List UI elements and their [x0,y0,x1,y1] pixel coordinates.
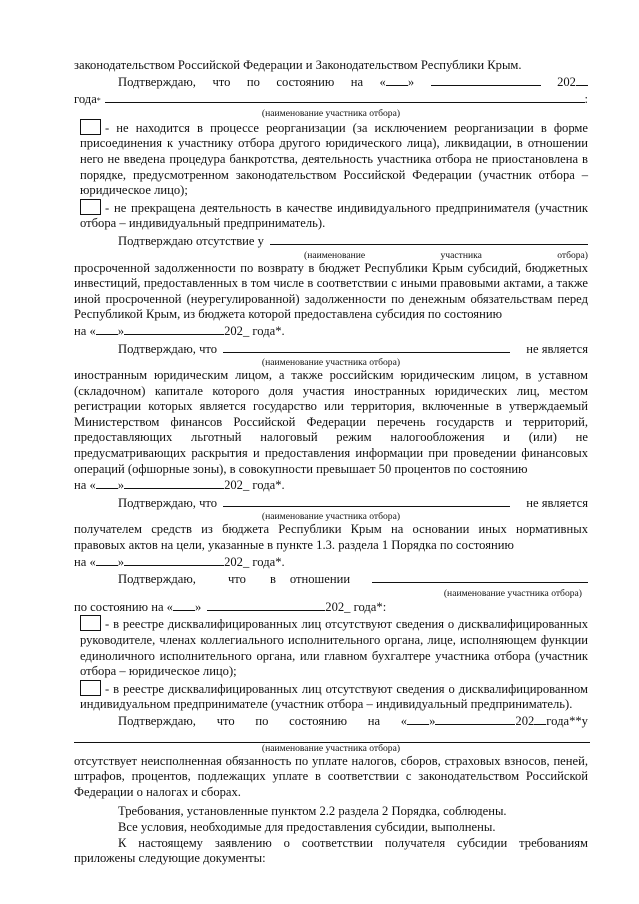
caption: (наименование участника отбора) [443,587,582,599]
participant-name-field[interactable] [270,232,588,245]
not-recipient-line [74,494,588,512]
word: Подтверждаю, [118,74,196,89]
confirm-date-line [74,74,588,91]
month-field[interactable] [435,713,515,725]
bullet-text: - в реестре дисквалифицированных лиц отсутствуют сведения о дисквалифицированном индивидуальном предпринимателе (участник отбора – индивидуальный предприниматель). [80,681,588,712]
month-field[interactable] [124,477,224,489]
text: не является [526,495,588,510]
date-line: на « » 202_ года*. [74,554,285,569]
attachments-paragraph: К настоящему заявлению о соответствии получателя субсидии требованиям приложены следующие документы: [74,835,588,866]
registry-ip [74,680,588,713]
as-of-line: по состоянию на « » 202_ года*: [74,599,387,614]
day-field[interactable] [386,74,408,86]
checkbox[interactable] [80,615,101,631]
caption: (наименование участника отбора) [261,742,401,754]
date-line: на « » 202_ года*. [74,478,285,493]
participant-line: года * : [74,92,588,107]
participant-name-field[interactable] [223,494,510,507]
tax-paragraph: отсутствует неисполненная обязанность по уплате налогов, сборов, страховых взносов, пеней, штрафов, процентов, подлежащих уплате в соответствии с законодательством Российской Федерации о налогах и сборах. [74,753,588,799]
participant-name-field[interactable] [372,570,588,583]
recipient-paragraph: получателем средств из бюджета Республики Крым на основании иных нормативных правовых актов на цели, указанные в пункте 1.3. раздела 1 Порядка по состоянию [74,522,588,553]
word: на [350,74,364,89]
word: по [246,74,260,89]
final-confirm-line: Подтверждаю, что по состоянию на « » 202 года**у [118,713,588,728]
bullet-reorganization [74,119,588,199]
day-field[interactable] [407,713,429,725]
not-foreign-line [74,340,588,358]
bullet-text: - не находится в процессе реорганизации (за исключением реорганизации в форме присоединения к участнику отбора другого юридического лица), ликвидации, в отношении него не введена процедура банкротства, деятельность участника отбора не приостановлена в порядке, предусмотренном законодательством Российской Федерации (участник отбора – юридическое лицо); [80,120,588,198]
text: Подтверждаю отсутствие у [118,233,264,248]
text: Подтверждаю, что [118,341,218,356]
bullet-ip [74,199,588,232]
date-line: на « » 202_ года*. [74,323,285,338]
regarding-line: Подтверждаю, что в отношении [74,570,588,588]
debt-paragraph: просроченной задолженности по возврату в бюджет Республики Крым субсидий, бюджетных инвестиций, предоставленных в том числе в соответствии с иными правовыми актами, а также иной просроченной (неурегулированной) задолженности по денежным обязательствам перед Республикой Крым, из бюджета которой предоставлена субсидия по состоянию [74,260,588,322]
quote: » [407,74,415,89]
day-field[interactable] [173,599,195,611]
day-field[interactable] [96,477,118,489]
month-field[interactable] [124,323,224,335]
conditions-line: Все условия, необходимые для предоставления субсидии, выполнены. [118,819,496,834]
day-field[interactable] [96,323,118,335]
participant-name-field[interactable] [105,90,585,103]
checkbox[interactable] [80,680,101,696]
day-field[interactable] [96,554,118,566]
checkbox[interactable] [80,199,101,215]
caption: (наименование участника отбора) [304,249,588,261]
quote: « [379,74,386,89]
colon: : [584,92,588,107]
caption: (наименование участника отбора) [261,107,401,119]
year-field[interactable] [534,713,546,725]
foreign-paragraph: иностранным юридическим лицом, а также российским юридическим лицом, в уставном (складочном) капитале которого доля участия иностранных юридических лиц, местом регистрации которых является государство или территория, включенные в утверждаемый Министерством финансов Российской Федерации перечень государств и территорий, предоставляющих льготный налоговый режим налогообложения и (или) не предусматривающих раскрытия и предоставления информации при проведении финансовых операций (офшорные зоны), в совокупности превышает 50 процентов по состоянию [74,368,588,476]
checkbox[interactable] [80,119,101,135]
document-page [74,58,588,867]
month-field[interactable] [431,74,541,86]
caption: (наименование участника отбора) [261,357,401,369]
year-text: 202 [557,74,576,89]
word: что [212,74,231,89]
bullet-text: - не прекращена деятельность в качестве индивидуального предпринимателя (участник отбора – индивидуальный предприниматель). [80,200,588,231]
bullet-text: - в реестре дисквалифицированных лиц отсутствуют сведения о дисквалифицированных руководителе, членах коллегиального исполнительного органа, лице, исполняющем функции единоличного исполнительного органа, или главном бухгалтере участника отбора (участник отбора – юридическое лицо); [80,617,588,679]
absence-line [74,232,588,250]
month-field[interactable] [207,599,325,611]
text-line: законодательством Российской Федерации и Законодательством Республики Крым. [74,58,522,72]
word: состоянию [276,74,335,89]
requirements-line: Требования, установленные пунктом 2.2 раздела 2 Порядка, соблюдены. [118,804,507,819]
participant-name-field[interactable] [223,340,510,353]
text: Подтверждаю, что [118,495,218,510]
caption: (наименование участника отбора) [261,511,401,523]
registry-director [74,615,588,679]
month-field[interactable] [124,554,224,566]
text: не является [526,341,588,356]
year-field[interactable] [576,74,588,86]
word: года [74,92,97,107]
participant-name-field[interactable] [74,730,590,743]
